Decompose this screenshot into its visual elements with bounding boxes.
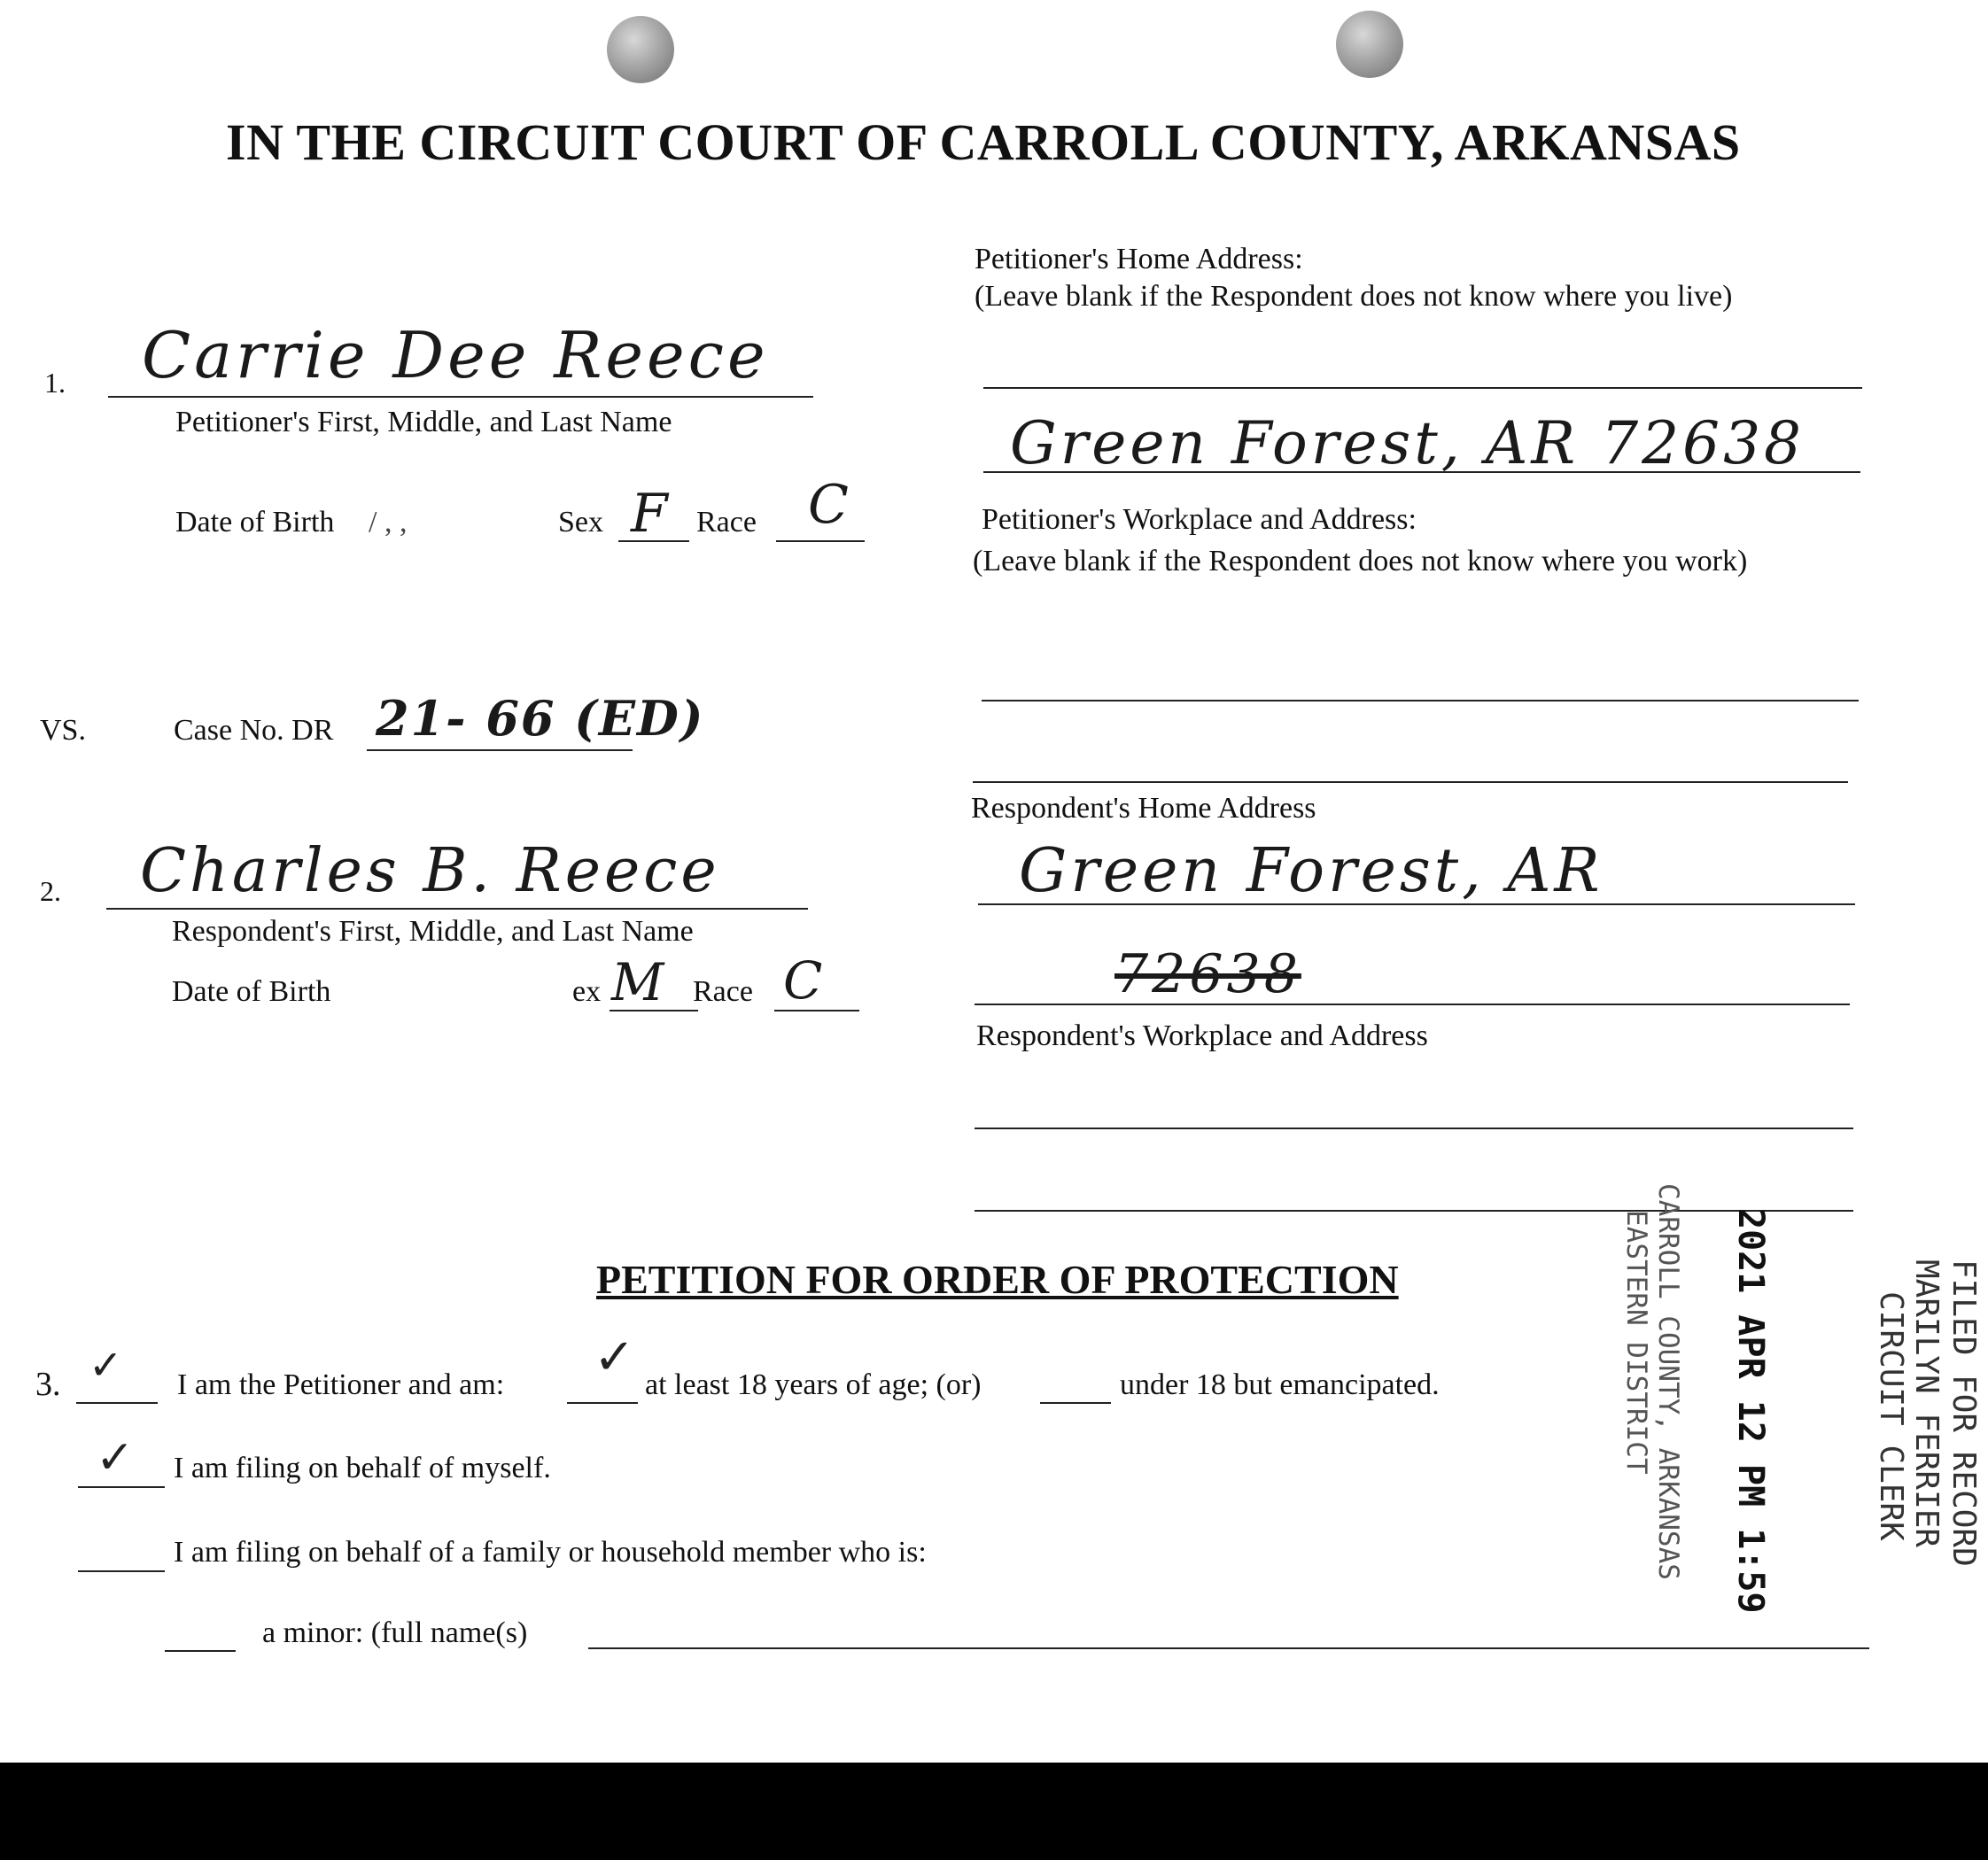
petitioner-home-street-line <box>983 387 1862 389</box>
age-18-check-line <box>567 1402 638 1404</box>
respondent-home-zip-value[interactable]: 72638 <box>1114 943 1301 1005</box>
petitioner-workplace-line-2 <box>973 781 1848 783</box>
petitioner-sex-line <box>618 540 689 542</box>
petitioner-workplace-label: Petitioner's Workplace and Address: <box>982 503 1417 536</box>
petitioner-check-icon[interactable]: ✓ <box>89 1341 123 1389</box>
respondent-race-value[interactable]: C <box>783 950 827 1011</box>
filing-family-member-text: I am filing on behalf of a family or household member who is: <box>174 1536 927 1569</box>
emancipated-check-line <box>1040 1402 1111 1404</box>
respondent-dob-label: Date of Birth <box>172 975 331 1008</box>
petitioner-race-line <box>776 540 865 542</box>
stamp-district: EASTERN DISTRICT <box>1620 1210 1652 1475</box>
stamp-county: CARROLL COUNTY, ARKANSAS <box>1652 1183 1684 1580</box>
petitioner-home-address-note: (Leave blank if the Respondent does not know where you live) <box>975 280 1733 313</box>
filing-stamp <box>1612 1178 1984 1674</box>
respondent-home-address-label: Respondent's Home Address <box>971 792 1316 825</box>
petitioner-home-address-label: Petitioner's Home Address: <box>975 243 1303 275</box>
case-number-label: Case No. DR <box>174 714 334 747</box>
petitioner-workplace-note: (Leave blank if the Respondent does not know where you work) <box>973 545 1748 577</box>
section-1-number: 1. <box>44 367 66 399</box>
petitioner-dob-label: Date of Birth <box>175 506 335 539</box>
punch-hole-right <box>1336 11 1403 78</box>
court-title: IN THE CIRCUIT COURT OF CARROLL COUNTY, ARKANSAS <box>226 113 1741 171</box>
section-2-number: 2. <box>40 875 61 907</box>
petitioner-sex-value[interactable]: F <box>631 483 672 545</box>
petitioner-check-line <box>76 1402 158 1404</box>
petitioner-race-label: Race <box>696 506 757 539</box>
respondent-sex-value[interactable]: M <box>611 952 668 1012</box>
section-3-number: 3. <box>35 1366 61 1403</box>
stamp-clerk-name: MARILYN FERRIER <box>1908 1259 1945 1548</box>
respondent-sex-line <box>610 1010 698 1011</box>
petitioner-name-line <box>108 396 813 398</box>
scan-edge <box>0 1763 1988 1860</box>
petitioner-home-city-line <box>983 471 1860 473</box>
minor-text: a minor: (full name(s) <box>262 1616 528 1649</box>
petitioner-statement-text: I am the Petitioner and am: <box>177 1368 505 1401</box>
respondent-name-value[interactable]: Charles B. Reece <box>140 836 720 906</box>
myself-check-icon[interactable]: ✓ <box>96 1431 135 1484</box>
respondent-name-label: Respondent's First, Middle, and Last Name <box>172 915 694 948</box>
respondent-workplace-line-1 <box>975 1128 1853 1129</box>
myself-check-line <box>78 1486 165 1488</box>
filing-myself-text: I am filing on behalf of myself. <box>174 1452 551 1484</box>
petitioner-sex-label: Sex <box>558 506 603 539</box>
case-number-line <box>367 749 633 751</box>
stamp-circuit-clerk: CIRCUIT CLERK <box>1873 1291 1909 1541</box>
petitioner-workplace-line-1 <box>982 700 1859 701</box>
petitioner-race-value[interactable]: C <box>808 474 852 536</box>
petitioner-name-value[interactable]: Carrie Dee Reece <box>142 318 769 392</box>
respondent-race-line <box>774 1010 859 1011</box>
case-number-value[interactable]: 21- 66 (ED) <box>376 690 705 747</box>
vs-label: VS. <box>40 714 86 747</box>
respondent-home-city-value[interactable]: Green Forest, AR <box>1019 836 1604 906</box>
respondent-name-line <box>106 908 808 910</box>
petition-title: PETITION FOR ORDER OF PROTECTION <box>596 1257 1399 1302</box>
petitioner-home-city-value[interactable]: Green Forest, AR 72638 <box>1010 409 1806 477</box>
respondent-sex-label: ex <box>572 975 602 1008</box>
petitioner-name-label: Petitioner's First, Middle, and Last Name <box>175 406 672 438</box>
punch-hole-left <box>607 16 674 83</box>
emancipated-text: under 18 but emancipated. <box>1120 1368 1440 1401</box>
stamp-filed-for-record: FILED FOR RECORD <box>1945 1259 1982 1567</box>
respondent-home-zip-line <box>975 1004 1850 1005</box>
age-18-check-icon[interactable]: ✓ <box>594 1329 635 1386</box>
petitioner-dob-value[interactable]: / , , <box>369 506 408 539</box>
age-18-text: at least 18 years of age; (or) <box>645 1368 982 1401</box>
minor-check-line <box>165 1650 236 1652</box>
respondent-home-city-line <box>978 903 1855 905</box>
respondent-workplace-label: Respondent's Workplace and Address <box>976 1019 1428 1052</box>
stamp-date-time: 2021 APR 12 PM 1:59 <box>1730 1208 1771 1614</box>
respondent-race-label: Race <box>693 975 753 1008</box>
family-member-check-line <box>78 1570 165 1572</box>
